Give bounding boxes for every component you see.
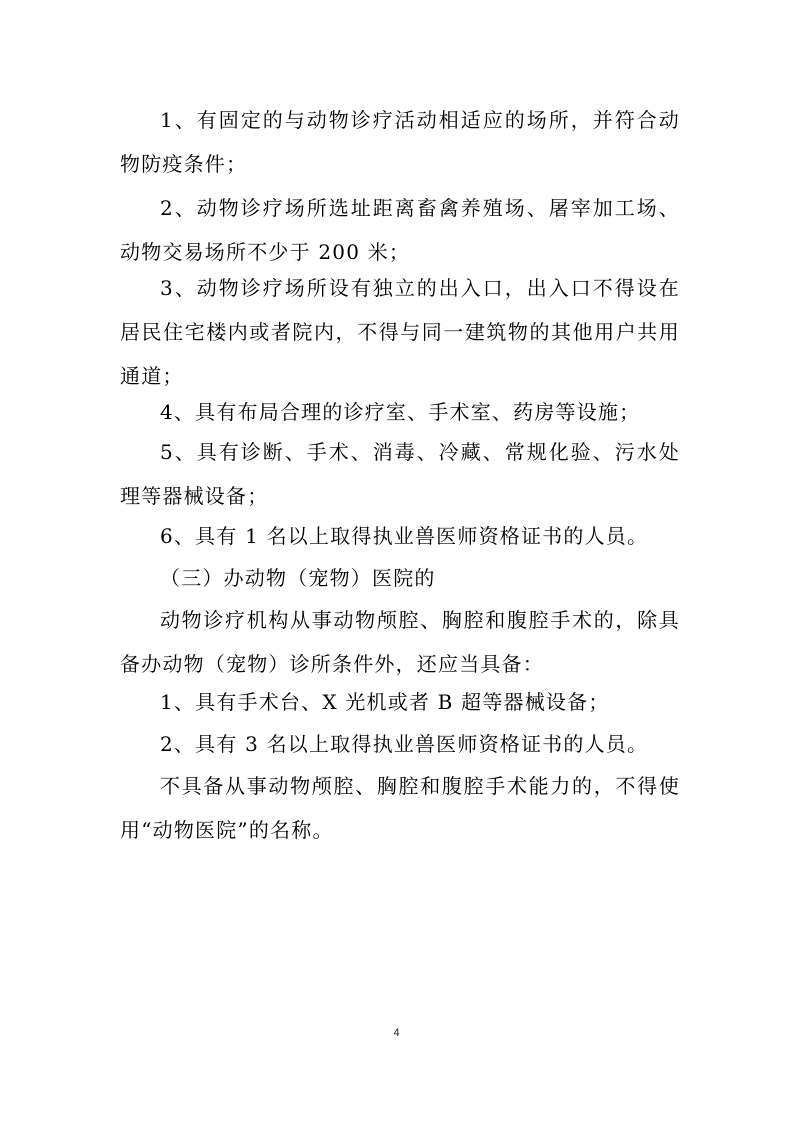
page-number: 4 bbox=[393, 1027, 400, 1039]
paragraph-hospital-requirement-2: 2、具有 3 名以上取得执业兽医师资格证书的人员。 bbox=[160, 732, 649, 756]
paragraph-requirement-1: 1、有固定的与动物诊疗活动相适应的场所，并符合动物防疫条件； bbox=[120, 108, 680, 176]
paragraph-requirement-5: 5、具有诊断、手术、消毒、冷藏、常规化验、污水处理等器械设备； bbox=[120, 440, 680, 508]
paragraph-requirement-4: 4、具有布局合理的诊疗室、手术室、药房等设施； bbox=[160, 400, 641, 424]
paragraph-requirement-3: 3、动物诊疗场所设有独立的出入口，出入口不得设在居民住宅楼内或者院内，不得与同一建筑物的其他用户共用通道； bbox=[120, 276, 680, 388]
paragraph-hospital-requirement-1: 1、具有手术台、X 光机或者 B 超等器械设备； bbox=[160, 690, 610, 714]
section-heading-animal-hospital: （三）办动物（宠物）医院的 bbox=[160, 566, 436, 590]
paragraph-requirement-6: 6、具有 1 名以上取得执业兽医师资格证书的人员。 bbox=[160, 524, 649, 548]
paragraph-hospital-intro: 动物诊疗机构从事动物颅腔、胸腔和腹腔手术的，除具备办动物（宠物）诊所条件外，还应当具备： bbox=[120, 608, 680, 676]
paragraph-hospital-restriction: 不具备从事动物颅腔、胸腔和腹腔手术能力的，不得使用“动物医院”的名称。 bbox=[120, 774, 680, 842]
paragraph-requirement-2: 2、动物诊疗场所选址距离畜禽养殖场、屠宰加工场、动物交易场所不少于 200 米； bbox=[120, 196, 680, 264]
